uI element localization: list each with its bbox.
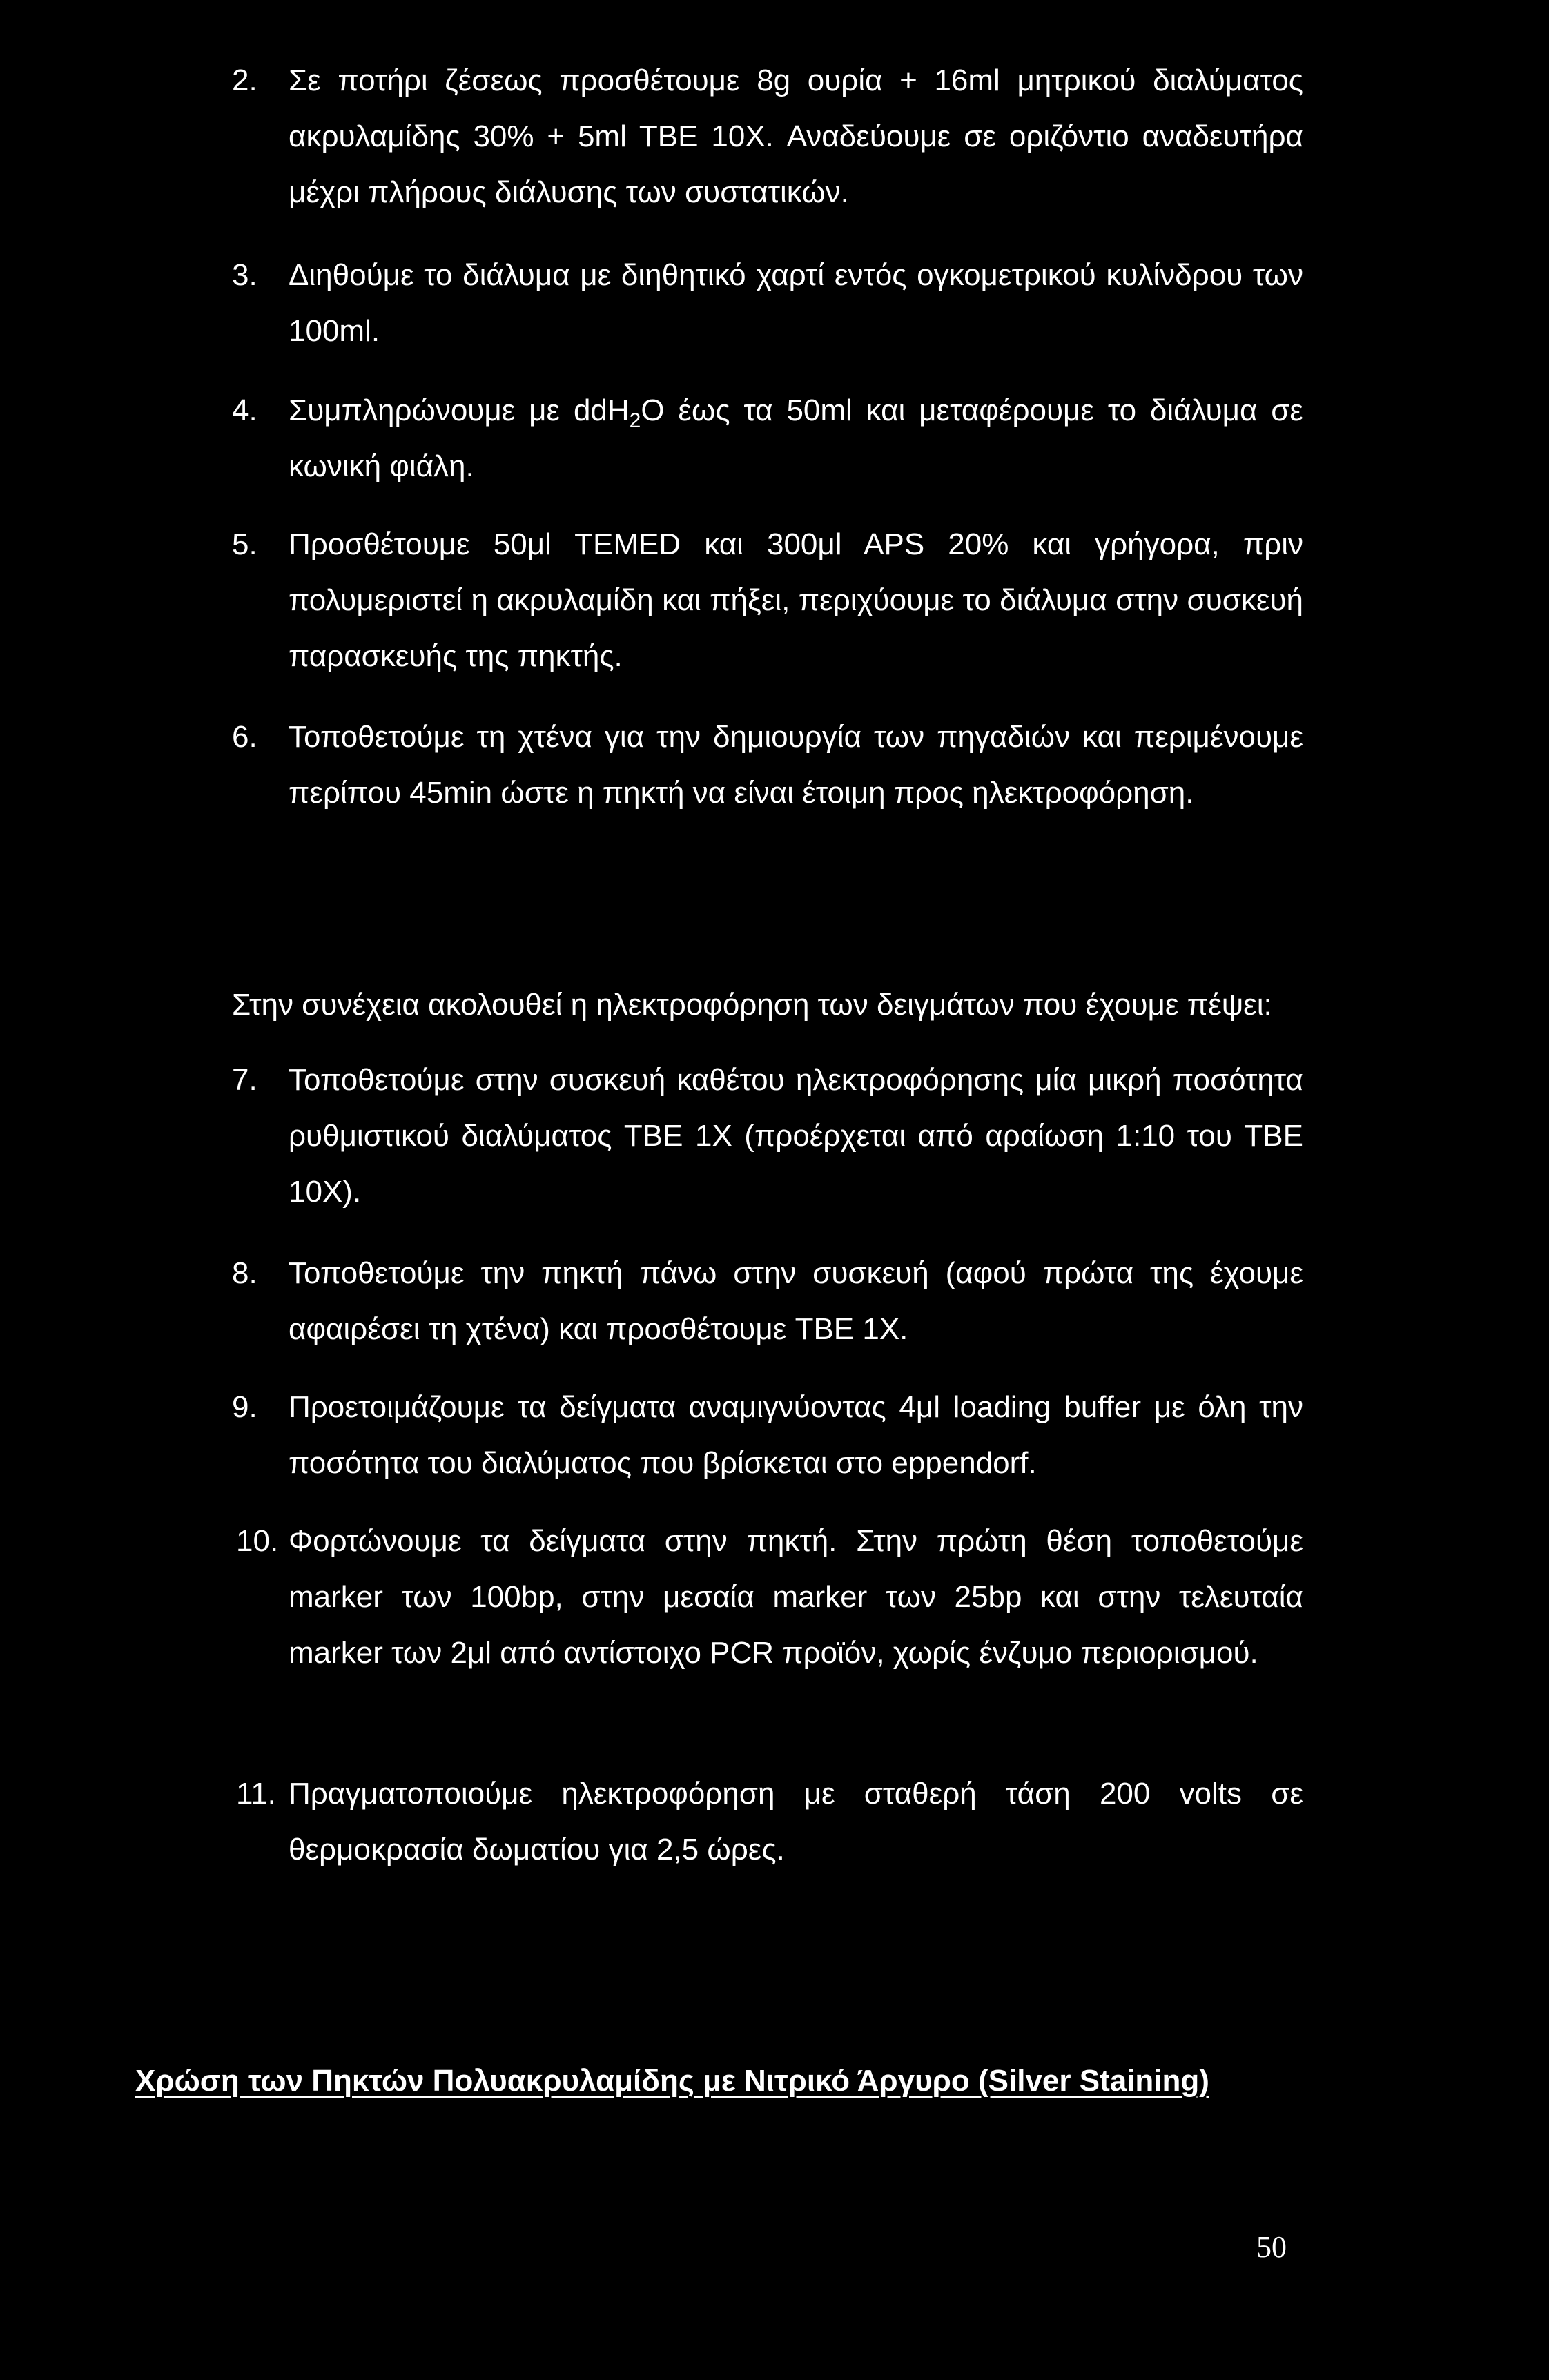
step-8: [232, 1245, 1303, 1357]
section-heading: Χρώση των Πηκτών Πολυακρυλαμίδης με Νιτρικό Άργυρο (Silver Staining): [135, 2064, 1209, 2098]
step-text: Πραγματοποιούμε ηλεκτροφόρηση με σταθερή τάση 200 volts σε θερμοκρασία δωματίου για 2,5 ώρες.: [289, 1777, 1303, 1866]
page-number: 50: [1256, 2230, 1287, 2264]
step-number: 11.: [236, 1777, 276, 1811]
step-6: [232, 709, 1303, 821]
step-number: 9.: [232, 1390, 257, 1424]
step-number: 6.: [232, 720, 257, 754]
step-11: [236, 1766, 1303, 1877]
step-number: 4.: [232, 393, 257, 427]
step-text: Προσθέτουμε 50μl TEMED και 300μl APS 20% και γρήγορα, πριν πολυμεριστεί η ακρυλαμίδη και πήξει, περιχύουμε το διάλυμα στην συσκευή παρασκευής της πηκτής.: [289, 527, 1303, 673]
subscript: 2: [629, 409, 641, 432]
step-text: Τοποθετούμε την πηκτή πάνω στην συσκευή (αφού πρώτα της έχουμε αφαιρέσει τη χτένα) και προσθέτουμε TBE 1X.: [289, 1256, 1303, 1346]
step-number: 10.: [236, 1524, 279, 1558]
step-number: 3.: [232, 258, 257, 292]
step-text-part-2: O έως τα 50ml και μεταφέρουμε το διάλυμα σε κωνική φιάλη.: [289, 393, 1303, 483]
step-text-part-1: Συμπληρώνουμε με ddH: [289, 393, 630, 427]
step-number: 7.: [232, 1063, 257, 1097]
step-number: 2.: [232, 64, 257, 97]
step-3: [232, 247, 1303, 359]
step-number: 5.: [232, 527, 257, 561]
step-9: [232, 1379, 1303, 1491]
intro-paragraph: Στην συνέχεια ακολουθεί η ηλεκτροφόρηση των δειγμάτων που έχουμε πέψει:: [232, 988, 1272, 1022]
step-5: [232, 516, 1303, 684]
step-10: [236, 1513, 1303, 1681]
step-text: Τοποθετούμε στην συσκευή καθέτου ηλεκτροφόρησης μία μικρή ποσότητα ρυθμιστικού διαλύματος TBE 1X (προέρχεται από αραίωση 1:10 του TBE 10X).: [289, 1063, 1303, 1209]
step-7: [232, 1052, 1303, 1220]
step-text: Φορτώνουμε τα δείγματα στην πηκτή. Στην πρώτη θέση τοποθετούμε marker των 100bp, στην μεσαία marker των 25bp και στην τελευταία marker των 2μl από αντίστοιχο PCR προϊόν, χωρίς ένζυμο περιορισμού.: [289, 1524, 1303, 1670]
step-text: Τοποθετούμε τη χτένα για την δημιουργία των πηγαδιών και περιμένουμε περίπου 45min ώστε η πηκτή να είναι έτοιμη προς ηλεκτροφόρηση.: [289, 720, 1303, 810]
step-2: [232, 52, 1303, 220]
step-text: Σε ποτήρι ζέσεως προσθέτουμε 8g ουρία + 16ml μητρικού διαλύματος ακρυλαμίδης 30% + 5ml TBE 10X. Αναδεύουμε σε οριζόντιο αναδευτήρα μέχρι πλήρους διάλυσης των συστατικών.: [289, 64, 1303, 209]
step-4: [232, 382, 1303, 494]
step-text: Προετοιμάζουμε τα δείγματα αναμιγνύοντας 4μl loading buffer με όλη την ποσότητα του διαλύματος που βρίσκεται στο eppendorf.: [289, 1390, 1303, 1480]
step-number: 8.: [232, 1256, 257, 1290]
step-text: Διηθούμε το διάλυμα με διηθητικό χαρτί εντός ογκομετρικού κυλίνδρου των 100ml.: [289, 258, 1303, 348]
